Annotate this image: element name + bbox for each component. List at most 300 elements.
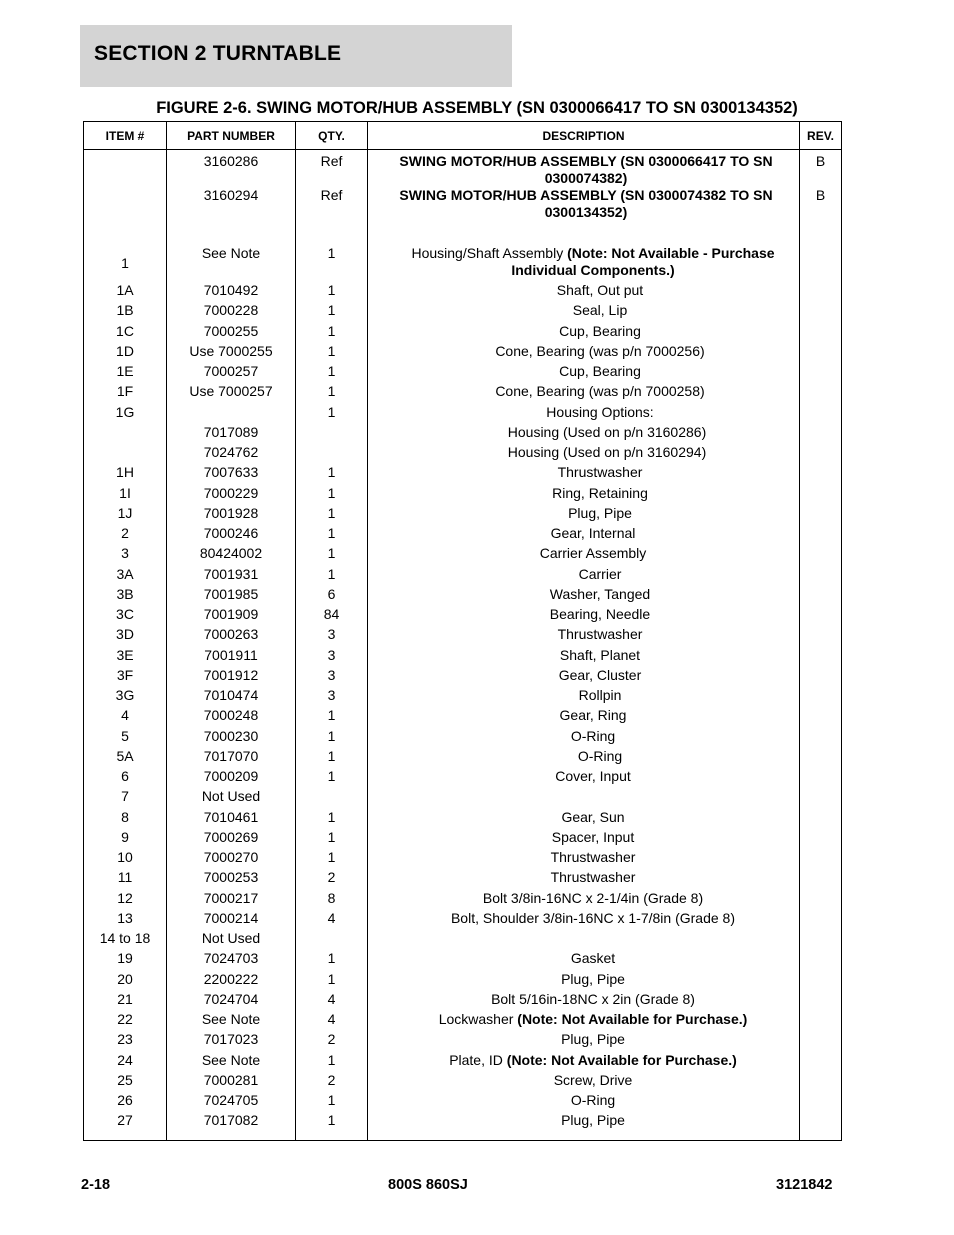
rev-cell [800,505,842,525]
description-cell [368,748,800,768]
description-cell [368,849,800,869]
description-text: Cone, Bearing (was p/n 7000256) [495,342,705,359]
table-row [84,971,842,991]
rev-cell [800,606,842,626]
part-number-cell: 2200222 [167,971,296,991]
item-cell: 1G [84,404,167,424]
rev-cell [800,485,842,505]
qty-cell [296,444,368,464]
table-row [84,869,842,889]
qty-cell: 1 [296,950,368,970]
table-row [84,1031,842,1051]
table-row [84,383,842,403]
description-text: Lockwasher [438,1011,518,1027]
qty-cell [296,930,368,950]
item-cell: 5 [84,728,167,748]
description-text: Bearing, Needle [549,606,651,622]
parts-table [83,121,842,1141]
part-number-cell: 3160294 [167,187,296,245]
rev-cell [800,566,842,586]
part-number-cell: 3160286 [167,150,296,188]
qty-cell [296,424,368,444]
table-row [84,187,842,245]
table-row [84,1052,842,1072]
item-cell: 3 [84,545,167,565]
description-text: Housing Options: [546,403,654,420]
description-text: SWING MOTOR/HUB ASSEMBLY (SN 0300074382 TO SN 0300134352) [399,187,773,220]
description-cell [368,150,800,188]
qty-cell: 1 [296,505,368,525]
item-cell: 27 [84,1112,167,1141]
part-number-cell: 7017082 [167,1112,296,1141]
item-cell: 1B [84,302,167,322]
qty-cell: 1 [296,545,368,565]
table-row [84,1011,842,1031]
part-number-cell: Use 7000255 [167,343,296,363]
document-number: 3121842 [776,1177,833,1193]
description-text: Gasket [570,950,616,967]
item-cell [84,444,167,464]
table-row [84,930,842,950]
table-row [84,606,842,626]
description-text: Cover, Input [555,768,631,784]
part-number-cell: 7000270 [167,849,296,869]
part-number-cell: 7024704 [167,991,296,1011]
rev-cell [800,788,842,808]
qty-cell: 1 [296,971,368,991]
part-number-cell: 7017070 [167,748,296,768]
item-cell: 6 [84,768,167,788]
qty-cell: 4 [296,991,368,1011]
rev-cell [800,1052,842,1072]
rev-cell [800,1092,842,1112]
part-number-cell: 80424002 [167,545,296,565]
qty-cell: 1 [296,1112,368,1141]
description-cell [368,971,800,991]
table-row [84,282,842,302]
header-part-number: PART NUMBER [167,122,296,150]
table-row [84,687,842,707]
availability-note: (Note: Not Available - Purchase Individual Components.) [511,245,775,278]
table-row [84,505,842,525]
table-row [84,1112,842,1141]
qty-cell: 1 [296,809,368,829]
qty-cell: 1 [296,464,368,484]
description-text: Gear, Cluster [558,666,642,683]
rev-cell [800,950,842,970]
description-cell [368,768,800,788]
qty-cell: 1 [296,849,368,869]
figure-title: FIGURE 2-6. SWING MOTOR/HUB ASSEMBLY (SN 0300066417 TO SN 0300134352) [156,99,798,117]
description-cell [368,606,800,626]
part-number-cell: 7001912 [167,667,296,687]
description-text: Gear, Internal [550,525,636,541]
part-number-cell: 7000263 [167,626,296,646]
description-text: Seal, Lip [572,302,628,319]
rev-cell [800,282,842,302]
table-row [84,323,842,343]
description-cell [368,1092,800,1112]
description-cell [368,950,800,970]
qty-cell: 1 [296,1052,368,1072]
qty-cell: 1 [296,404,368,424]
part-number-cell: 7017023 [167,1031,296,1051]
qty-cell: 1 [296,282,368,302]
item-cell: 4 [84,707,167,727]
description-cell [368,383,800,403]
qty-cell: 1 [296,525,368,545]
header-qty: QTY. [296,122,368,150]
description-cell [368,687,800,707]
part-number-cell: See Note [167,245,296,282]
part-number-cell: 7000248 [167,707,296,727]
table-row [84,444,842,464]
description-cell [368,485,800,505]
description-text: Gear, Sun [561,808,625,825]
item-cell: 19 [84,950,167,970]
description-text: Washer, Tanged [549,585,651,602]
item-cell: 22 [84,1011,167,1031]
table-body [84,150,842,1141]
rev-cell [800,869,842,889]
table-row [84,707,842,727]
qty-cell: 1 [296,323,368,343]
table-row [84,302,842,322]
rev-cell [800,323,842,343]
description-cell [368,1031,800,1051]
rev-cell: B [800,187,842,245]
item-cell [84,187,167,245]
description-cell [368,991,800,1011]
table-row [84,910,842,930]
description-cell [368,890,800,910]
table-row [84,788,842,808]
description-cell [368,707,800,727]
header-description: DESCRIPTION [368,122,800,150]
item-cell: 1I [84,485,167,505]
part-number-cell: 7000229 [167,485,296,505]
item-cell [84,150,167,188]
description-text: Shaft, Planet [559,646,641,663]
item-cell: 1H [84,464,167,484]
description-text: Plug, Pipe [561,970,625,987]
item-cell: 7 [84,788,167,808]
rev-cell [800,768,842,788]
table-row [84,363,842,383]
qty-cell [296,788,368,808]
description-text: O-Ring [570,1092,616,1108]
description-text: Plug, Pipe [568,504,632,521]
rev-cell [800,245,842,282]
rev-cell [800,748,842,768]
qty-cell: 2 [296,1031,368,1051]
item-cell: 1J [84,505,167,525]
description-text: Plug, Pipe [561,1112,625,1129]
description-text: Cone, Bearing (was p/n 7000258) [495,383,705,400]
rev-cell [800,586,842,606]
availability-note: (Note: Not Available for Purchase.) [517,1011,748,1027]
table-row [84,1092,842,1112]
description-text: Housing (Used on p/n 3160286) [507,423,707,440]
table-row [84,343,842,363]
part-number-cell: 7007633 [167,464,296,484]
rev-cell [800,1072,842,1092]
qty-cell: 3 [296,626,368,646]
table-row [84,586,842,606]
description-cell [368,829,800,849]
table-row [84,849,842,869]
section-title: SECTION 2 TURNTABLE [94,42,342,65]
item-cell: 1 [84,245,167,282]
part-number-cell: 7000230 [167,728,296,748]
item-cell: 21 [84,991,167,1011]
qty-cell: 6 [296,586,368,606]
rev-cell [800,626,842,646]
description-cell [368,323,800,343]
section-header [80,25,512,87]
table-row [84,809,842,829]
part-number-cell: 7017089 [167,424,296,444]
item-cell: 20 [84,971,167,991]
rev-cell [800,687,842,707]
qty-cell: 2 [296,1072,368,1092]
qty-cell: 1 [296,1092,368,1112]
description-text: Thrustwasher [557,626,643,643]
part-number-cell: 7010461 [167,809,296,829]
description-cell [368,930,800,950]
description-cell [368,545,800,565]
qty-cell: Ref [296,187,368,245]
description-text: Bolt 5/16in-18NC x 2in (Grade 8) [491,990,695,1007]
rev-cell [800,1112,842,1141]
part-number-cell: 7000269 [167,829,296,849]
table-row [84,245,842,282]
table-row [84,890,842,910]
description-cell [368,869,800,889]
qty-cell: 2 [296,869,368,889]
table-row [84,768,842,788]
part-number-cell: 7001931 [167,566,296,586]
description-text: Screw, Drive [553,1071,633,1088]
item-cell: 3G [84,687,167,707]
description-cell [368,647,800,667]
qty-cell: 3 [296,667,368,687]
description-text: O-Ring [577,747,623,764]
description-cell [368,566,800,586]
item-cell: 1C [84,323,167,343]
item-cell: 9 [84,829,167,849]
qty-cell: 1 [296,363,368,383]
table-row [84,950,842,970]
description-cell [368,788,800,808]
item-cell: 3A [84,566,167,586]
description-cell [368,1011,800,1031]
qty-cell: 1 [296,343,368,363]
rev-cell [800,404,842,424]
qty-cell: 1 [296,566,368,586]
item-cell: 3B [84,586,167,606]
part-number-cell: 7001911 [167,647,296,667]
part-number-cell: 7000209 [167,768,296,788]
item-cell: 14 to 18 [84,930,167,950]
description-cell [368,1072,800,1092]
qty-cell: 1 [296,728,368,748]
description-cell [368,444,800,464]
table-row [84,626,842,646]
item-cell: 1A [84,282,167,302]
description-text: Carrier Assembly [539,545,647,562]
description-cell [368,424,800,444]
part-number-cell: 7024703 [167,950,296,970]
part-number-cell: 7000253 [167,869,296,889]
description-cell [368,343,800,363]
description-cell [368,728,800,748]
table-row [84,829,842,849]
part-number-cell: 7000214 [167,910,296,930]
item-cell: 1D [84,343,167,363]
description-text: SWING MOTOR/HUB ASSEMBLY (SN 0300066417 TO SN 0300074382) [399,153,773,186]
item-cell: 25 [84,1072,167,1092]
rev-cell [800,728,842,748]
table-row [84,404,842,424]
item-cell: 24 [84,1052,167,1072]
rev-cell [800,890,842,910]
description-cell [368,1112,800,1141]
item-cell: 8 [84,809,167,829]
qty-cell: 1 [296,245,368,282]
description-cell [368,1052,800,1072]
description-cell [368,626,800,646]
rev-cell: B [800,150,842,188]
part-number-cell: 7000246 [167,525,296,545]
qty-cell: 4 [296,1011,368,1031]
description-cell [368,525,800,545]
rev-cell [800,667,842,687]
rev-cell [800,707,842,727]
item-cell: 23 [84,1031,167,1051]
description-text: Thrustwasher [550,849,636,865]
part-number-cell: 7000255 [167,323,296,343]
item-cell: 26 [84,1092,167,1112]
description-cell [368,586,800,606]
item-cell: 10 [84,849,167,869]
rev-cell [800,444,842,464]
qty-cell: 1 [296,302,368,322]
header-rev: REV. [800,122,842,150]
table-row [84,464,842,484]
model-name: 800S 860SJ [388,1177,468,1193]
table-row [84,566,842,586]
rev-cell [800,1011,842,1031]
rev-cell [800,545,842,565]
description-text: O-Ring [570,727,616,744]
rev-cell [800,302,842,322]
description-text: Plate, ID [449,1051,507,1068]
table-row [84,991,842,1011]
item-cell: 3E [84,647,167,667]
item-cell: 3F [84,667,167,687]
rev-cell [800,930,842,950]
part-number-cell: 7010492 [167,282,296,302]
rev-cell [800,647,842,667]
description-text: Shaft, Out put [556,282,644,298]
table-row [84,647,842,667]
table-row [84,150,842,188]
description-cell [368,363,800,383]
description-cell [368,910,800,930]
description-cell [368,245,800,282]
item-cell: 12 [84,890,167,910]
rev-cell [800,849,842,869]
part-number-cell: See Note [167,1052,296,1072]
rev-cell [800,343,842,363]
qty-cell: 1 [296,383,368,403]
table-row [84,748,842,768]
table-header-row [84,122,842,150]
description-cell [368,404,800,424]
rev-cell [800,971,842,991]
part-number-cell: 7001985 [167,586,296,606]
item-cell: 3C [84,606,167,626]
part-number-cell: Use 7000257 [167,383,296,403]
item-cell: 11 [84,869,167,889]
rev-cell [800,383,842,403]
description-cell [368,809,800,829]
description-cell [368,302,800,322]
part-number-cell [167,404,296,424]
qty-cell: 1 [296,748,368,768]
description-text: Carrier [578,565,622,582]
qty-cell: 3 [296,687,368,707]
description-text: Plug, Pipe [561,1031,625,1048]
description-text: Bolt 3/8in-16NC x 2-1/4in (Grade 8) [482,889,704,906]
description-text: Cup, Bearing [559,322,641,339]
description-text: Housing/Shaft Assembly [411,245,568,261]
description-text: Thrustwasher [550,869,636,886]
description-text: Housing (Used on p/n 3160294) [507,444,707,460]
item-cell: 2 [84,525,167,545]
description-cell [368,187,800,245]
page-number: 2-18 [81,1177,111,1193]
rev-cell [800,424,842,444]
item-cell: 5A [84,748,167,768]
part-number-cell: 7000217 [167,890,296,910]
part-number-cell: 7010474 [167,687,296,707]
part-number-cell: 7000228 [167,302,296,322]
rev-cell [800,829,842,849]
part-number-cell: 7024705 [167,1092,296,1112]
qty-cell: 1 [296,485,368,505]
table-row [84,1072,842,1092]
table-row [84,728,842,748]
part-number-cell: Not Used [167,788,296,808]
rev-cell [800,464,842,484]
qty-cell: 3 [296,647,368,667]
part-number-cell: 7000257 [167,363,296,383]
part-number-cell: See Note [167,1011,296,1031]
description-text: Gear, Ring [559,707,627,724]
description-cell [368,464,800,484]
rev-cell [800,525,842,545]
part-number-cell: 7001909 [167,606,296,626]
qty-cell: Ref [296,150,368,188]
table-row [84,525,842,545]
item-cell: 13 [84,910,167,930]
table-row [84,485,842,505]
qty-cell: 1 [296,707,368,727]
header-item: ITEM # [84,122,167,150]
table-row [84,424,842,444]
